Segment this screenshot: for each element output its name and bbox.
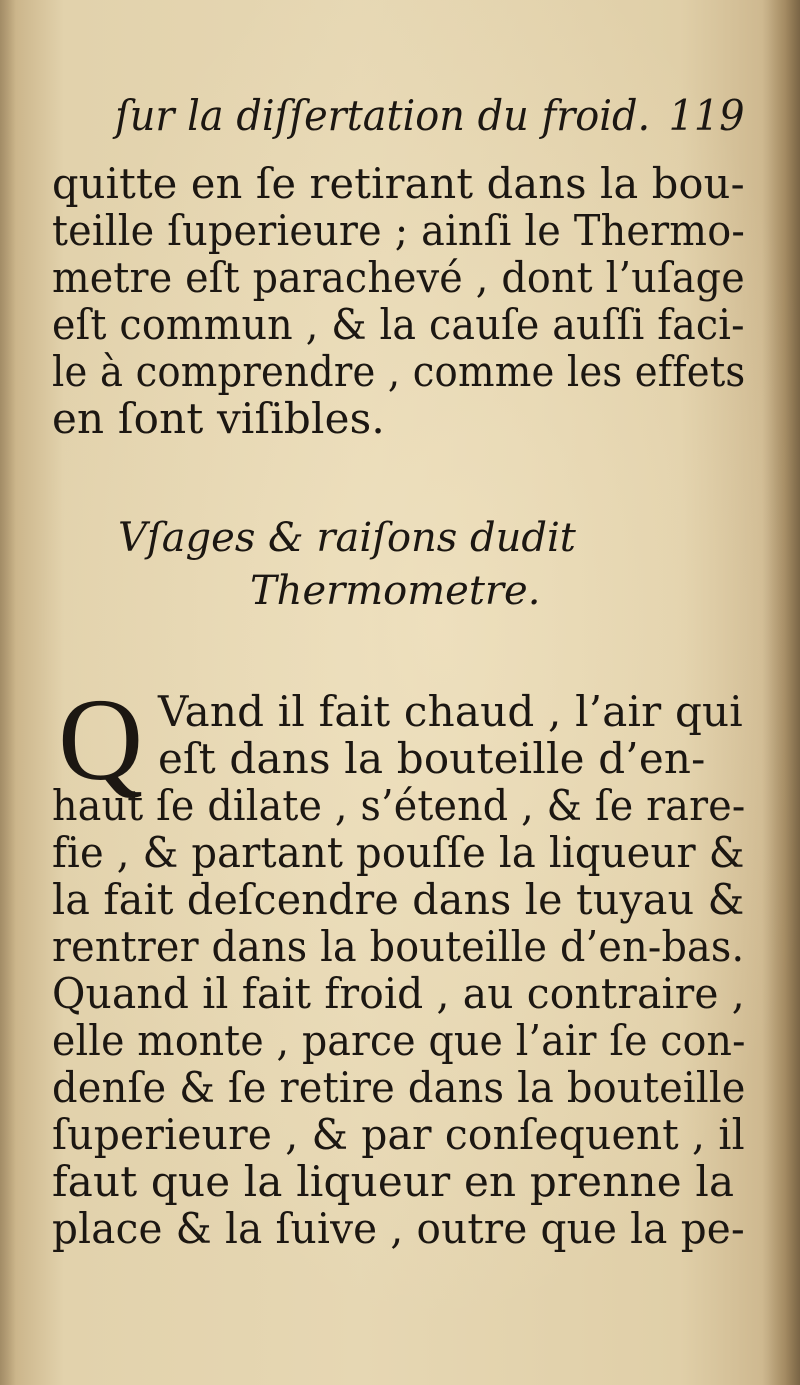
- text-line: Vand il fait chaud , l’air qui: [158, 687, 743, 736]
- text-line: elle monte , parce que l’air ſe con-: [52, 1016, 746, 1065]
- text-line: place & la ſuive , outre que la pe-: [52, 1204, 745, 1253]
- text-line: en ſont viſibles.: [52, 394, 385, 443]
- text-line: haut ſe dilate , s’étend , & ſe rare-: [52, 781, 746, 830]
- text-line: rentrer dans la bouteille d’en-bas.: [52, 922, 745, 971]
- text-line: eſt commun , & la cauſe auſſi faci-: [52, 300, 745, 349]
- text-line: metre eſt parachevé , dont l’uſage: [52, 253, 745, 302]
- text-line: fie , & partant pouſſe la liqueur &: [52, 828, 745, 877]
- section-title-line-2: Thermometre.: [250, 568, 541, 614]
- spine-shadow: [762, 0, 800, 1385]
- page-number: 119: [668, 91, 745, 140]
- text-line: denſe & ſe retire dans la bouteille: [52, 1063, 746, 1112]
- text-line: faut que la liqueur en prenne la: [52, 1157, 735, 1206]
- text-line: la fait deſcendre dans le tuyau &: [52, 875, 745, 924]
- running-header: [115, 92, 745, 140]
- text-line: ſuperieure , & par conſequent , il: [52, 1110, 745, 1159]
- drop-cap: Q: [58, 674, 144, 805]
- running-title: ſur la diſſertation du froid.: [115, 91, 651, 140]
- page-edge-shadow: [0, 0, 16, 1385]
- text-line: le à comprendre , comme les effets: [52, 347, 746, 396]
- text-line: eſt dans la bouteille d’en-: [158, 734, 706, 783]
- text-line: Quand il fait froid , au contraire ,: [52, 969, 745, 1018]
- text-line: quitte en ſe retirant dans la bou-: [52, 159, 745, 208]
- text-line: teille ſuperieure ; ainſi le Thermo-: [52, 206, 745, 255]
- section-title-line-1: Vſages & raiſons dudit: [118, 515, 576, 561]
